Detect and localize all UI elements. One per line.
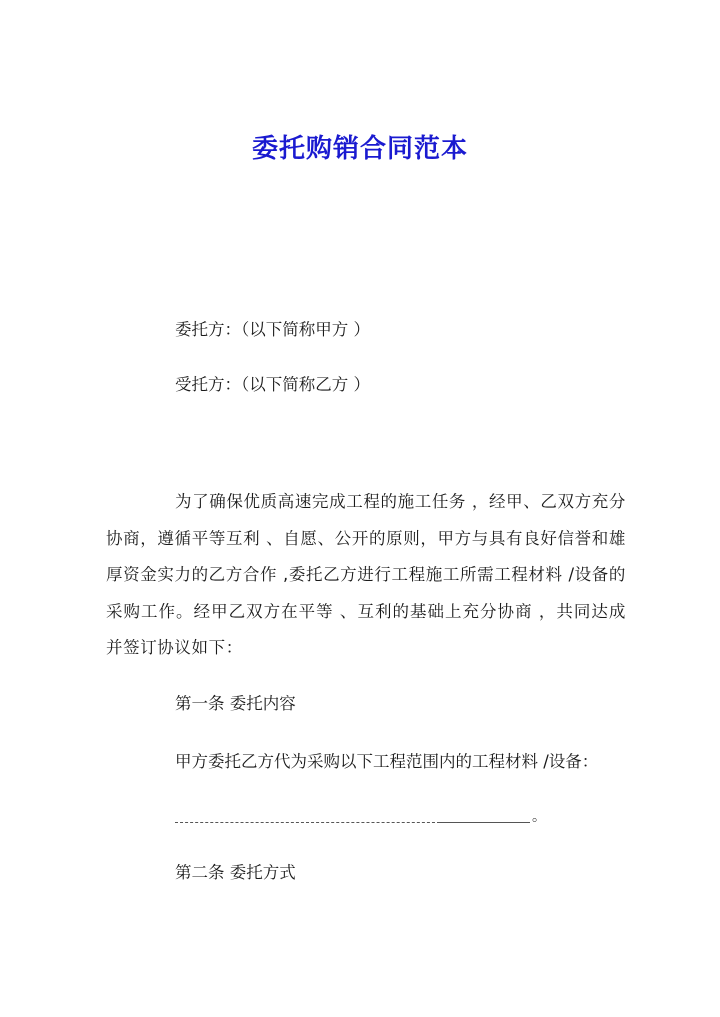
blank-solid-segment [440,822,530,823]
preamble-paragraph: 为了确保优质高速完成工程的施工任务 ，经甲、乙双方充分协商，遵循平等互利 、自愿、公开的原则，甲方与具有良好信誉和雄厚资金实力的乙方合作 ,委托乙方进行工程施工所需工程材料 /设备的采购工作。经甲乙双方在平等 、互利的基础上充分协商 ，共同达成并签订协议如下： [106,492,626,657]
blank-terminator: 。 [532,809,546,825]
article-2-heading: 第二条 委托方式 [175,863,296,882]
fill-in-blank-line [175,810,555,830]
document-title: 委托购销合同范本 [251,134,468,164]
blank-dashed-segment [175,822,440,823]
principal-party-line: 委托方：（以下简称甲方 ） [175,320,370,339]
article-1-heading: 第一条 委托内容 [175,694,296,713]
article-1-body: 甲方委托乙方代为采购以下工程范围内的工程材料 /设备： [175,752,599,771]
agent-party-line: 受托方：（以下简称乙方 ） [175,375,370,394]
